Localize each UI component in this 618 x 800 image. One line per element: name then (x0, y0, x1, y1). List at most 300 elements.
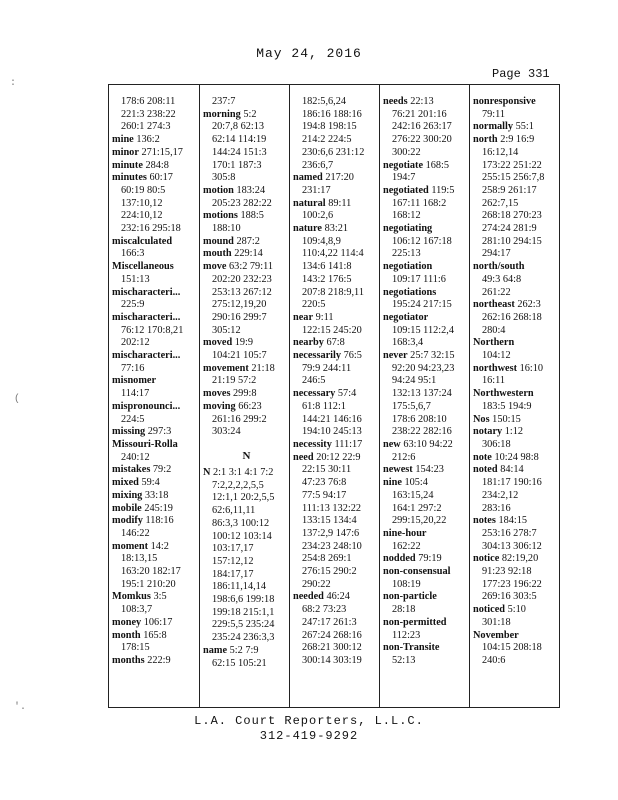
index-entry-continuation (383, 541, 470, 554)
index-entry (203, 388, 290, 401)
index-term: moving (203, 400, 236, 412)
page-line-refs: 235:24 236:3,3 (212, 632, 275, 644)
index-term: mischaracteri... (112, 350, 181, 362)
index-term: mobile (112, 502, 142, 514)
index-entry-continuation (203, 121, 290, 134)
index-term: moves (203, 388, 231, 400)
page-line-refs: 55:1 (515, 121, 534, 133)
index-entry-continuation (473, 147, 559, 160)
page-line-refs: 202:12 (121, 337, 150, 349)
page-line-refs: 280:4 (482, 324, 506, 336)
index-entry-continuation (293, 363, 380, 376)
page-line-refs: 297:3 (147, 426, 172, 438)
index-entry (383, 642, 470, 655)
page-line-refs: 82:19,20 (501, 553, 539, 565)
index-entry (383, 160, 470, 173)
page-line-refs: 14:2 (150, 540, 169, 552)
index-entry-continuation (112, 198, 199, 211)
page-line-refs: 21:18 (251, 362, 275, 374)
page-line-refs: 52:13 (392, 654, 416, 666)
page-line-refs: 47:23 76:8 (302, 477, 347, 489)
page-line-refs: 157:12,12 (212, 555, 254, 567)
page-line-refs: 5:10 (507, 604, 526, 616)
index-entry (293, 350, 380, 363)
page-line-refs: 22:15 30:11 (302, 464, 352, 476)
index-entry-continuation (383, 337, 470, 350)
page-line-refs: 221:3 238:22 (121, 108, 176, 120)
index-entry (293, 172, 380, 185)
index-entry-continuation (203, 147, 290, 160)
index-entry (473, 452, 559, 465)
index-entry-continuation (473, 274, 559, 287)
page-line-refs: 214:2 224:5 (302, 134, 352, 146)
page-line-refs: 261:22 (482, 286, 511, 298)
index-entry-continuation (203, 531, 290, 544)
page-line-refs: 119:5 (431, 184, 455, 196)
page-line-refs: 66:23 (238, 400, 262, 412)
page-line-refs: 110:4,22 114:4 (302, 248, 364, 260)
page-line-refs: 194:8 198:15 (302, 121, 357, 133)
page-line-refs: 229:14 (234, 248, 263, 260)
page-line-refs: 94:24 95:1 (392, 375, 437, 387)
index-entry (473, 299, 559, 312)
page-line-refs: 240:6 (482, 654, 506, 666)
page-line-refs: 304:13 306:12 (482, 540, 542, 552)
page-line-refs: 188:5 (240, 210, 264, 222)
index-term: nonresponsive (473, 96, 536, 107)
page-line-refs: 136:2 (136, 134, 160, 146)
page-line-refs: 255:15 256:7,8 (482, 172, 545, 184)
index-entry-continuation (112, 210, 199, 223)
index-term: negotiating (383, 223, 433, 235)
page-line-refs: 150:15 (492, 413, 521, 425)
index-entry-continuation (203, 172, 290, 185)
index-entry-continuation (293, 401, 380, 414)
index-entry-continuation (203, 569, 290, 582)
index-entry (112, 439, 199, 452)
page-line-refs: 111:13 132:22 (302, 502, 362, 514)
index-entry-continuation (203, 607, 290, 620)
page-line-refs: 237:7 (212, 96, 236, 107)
page-line-refs: 168:3,4 (392, 337, 424, 349)
index-entry-continuation (473, 185, 559, 198)
page-line-refs: 299:15,20,22 (392, 515, 447, 527)
index-entry (383, 223, 470, 236)
page-line-refs: 76:12 170:8,21 (121, 324, 184, 336)
page-date: May 24, 2016 (256, 46, 362, 61)
index-entry (112, 261, 199, 274)
index-entry-continuation (293, 630, 380, 643)
index-entry (293, 591, 380, 604)
index-entry-continuation (383, 375, 470, 388)
page-line-refs: 144:24 151:3 (212, 146, 267, 158)
index-entry (473, 121, 559, 134)
page-line-refs: 224:10,12 (121, 210, 163, 222)
index-entry-continuation (112, 121, 199, 134)
page-line-refs: 178:6 208:10 (392, 413, 447, 425)
index-entry-continuation (383, 363, 470, 376)
index-entry-continuation (112, 566, 199, 579)
index-entry-continuation (293, 503, 380, 516)
index-entry-continuation (293, 325, 380, 338)
page-line-refs: 188:10 (212, 223, 241, 235)
footer-phone: 312-419-9292 (259, 729, 359, 743)
page-line-refs: 134:6 141:8 (302, 261, 352, 273)
index-entry-continuation (473, 439, 559, 452)
index-entry (112, 134, 199, 147)
index-entry-continuation (112, 414, 199, 427)
index-entry-continuation (203, 287, 290, 300)
page-line-refs: 92:20 94:23,23 (392, 362, 455, 374)
page-line-refs: 183:24 (236, 184, 266, 196)
index-entry (473, 426, 559, 439)
page-line-refs: 236:6,7 (302, 159, 334, 171)
index-column-2 (199, 85, 290, 707)
page-line-refs: 108:3,7 (121, 604, 153, 616)
page-line-refs: 16:10 (519, 362, 544, 374)
page-line-refs: 178:6 208:11 (121, 96, 176, 107)
page-line-refs: 111:17 (334, 438, 363, 450)
index-term: mispronounci... (112, 400, 181, 412)
page-line-refs: 217:20 (325, 172, 354, 184)
page-footer (0, 714, 618, 744)
index-entry (112, 490, 199, 503)
page-line-refs: 16:12,14 (482, 146, 519, 158)
index-term: nine (383, 477, 402, 489)
index-entry (203, 210, 290, 223)
page-line-refs: 194:10 245:13 (302, 426, 362, 438)
page-line-refs: 62:6,11,11 (212, 505, 256, 517)
page-line-refs: 79:11 (482, 108, 506, 120)
page-line-refs: 300:14 303:19 (302, 654, 362, 666)
page-line-refs: 91:23 92:18 (482, 566, 532, 578)
index-term: notary (473, 426, 503, 438)
page-line-refs: 114:17 (121, 388, 150, 400)
index-term: minutes (112, 172, 147, 184)
page-line-refs: 133:15 134:4 (302, 515, 357, 527)
index-entry-continuation (383, 236, 470, 249)
index-entry-continuation (293, 109, 380, 122)
page-line-refs: 299:8 (233, 388, 257, 400)
page-line-refs: 231:17 (302, 184, 331, 196)
index-term: note (473, 451, 492, 463)
index-term: non-particle (383, 591, 437, 603)
page-line-refs: 106:17 (143, 616, 173, 628)
index-entry (293, 452, 380, 465)
index-entry-continuation (293, 464, 380, 477)
index-entry-continuation (112, 528, 199, 541)
index-entry (293, 439, 380, 452)
page-line-refs: 182:5,6,24 (302, 96, 347, 107)
index-entry (293, 388, 380, 401)
index-term: money (112, 616, 142, 628)
index-entry (473, 96, 559, 109)
index-entry (383, 591, 470, 604)
page-line-refs: 305:12 (212, 324, 241, 336)
index-term: N (203, 466, 211, 478)
index-entry-continuation (383, 515, 470, 528)
index-term: north (473, 134, 498, 146)
page-line-refs: 212:6 (392, 451, 416, 463)
page-line-refs: 234:2,12 (482, 489, 519, 501)
index-entry-continuation (203, 325, 290, 338)
page-line-refs: 100:2,6 (302, 210, 334, 222)
index-entry-continuation (383, 134, 470, 147)
page-line-refs: 267:24 268:16 (302, 629, 362, 641)
index-term: notice (473, 553, 500, 565)
page-line-refs: 166:3 (121, 248, 145, 260)
index-term: November (473, 629, 519, 641)
page-line-refs: 290:16 299:7 (212, 311, 267, 323)
index-entry-continuation (293, 210, 380, 223)
page-line-refs: 254:8 269:1 (302, 553, 352, 565)
index-entry (293, 198, 380, 211)
index-term: name (203, 644, 228, 656)
index-term: move (203, 261, 227, 273)
index-entry (112, 172, 199, 185)
index-entry (473, 261, 559, 274)
page-line-refs: 108:19 (392, 578, 421, 590)
page-line-refs: 262:3 (517, 299, 541, 311)
index-entry-continuation (203, 375, 290, 388)
index-entry-continuation (293, 515, 380, 528)
page-line-refs: 253:13 267:12 (212, 286, 272, 298)
page-line-refs: 253:16 278:7 (482, 527, 537, 539)
index-entry (112, 236, 199, 249)
index-entry (112, 655, 199, 668)
index-entry (112, 147, 199, 160)
index-entry (112, 312, 199, 325)
index-entry-continuation (203, 556, 290, 569)
index-term: negotiator (383, 311, 429, 323)
index-term: Miscellaneous (112, 261, 174, 273)
page-line-refs: 79:2 (152, 464, 172, 476)
index-term: noticed (473, 604, 506, 616)
index-entry-continuation (112, 553, 199, 566)
index-entry (473, 464, 559, 477)
binding-mark: ( (14, 394, 21, 405)
index-entry-continuation (293, 96, 380, 109)
index-entry-continuation (473, 172, 559, 185)
index-term: Northwestern (473, 388, 534, 400)
index-entry-continuation (473, 503, 559, 516)
page-line-refs: 268:18 270:23 (482, 210, 542, 222)
index-term: negotiations (383, 286, 437, 298)
page-line-refs: 60:17 (149, 172, 173, 184)
index-entry-continuation (203, 426, 290, 439)
page-line-refs: 137:2,9 147:6 (302, 527, 360, 539)
index-entry-continuation (293, 490, 380, 503)
index-entry-continuation (112, 96, 199, 109)
page-line-refs: 154:23 (415, 464, 444, 476)
index-entry-continuation (293, 274, 380, 287)
index-entry-continuation (383, 388, 470, 401)
index-entry (383, 553, 470, 566)
index-entry-continuation (203, 198, 290, 211)
index-term: motions (203, 210, 238, 222)
index-table (108, 84, 560, 708)
page-line-refs: 269:16 303:5 (482, 591, 537, 603)
page-line-refs: 7:2,2,2,2,5,5 (212, 479, 264, 491)
index-term: modify (112, 515, 143, 527)
index-entry (383, 566, 470, 579)
index-entry (383, 185, 470, 198)
index-entry-continuation (293, 375, 380, 388)
index-entry-continuation (473, 312, 559, 325)
page-line-refs: 186:16 188:16 (302, 108, 362, 120)
index-entry (383, 261, 470, 274)
index-entry-continuation (383, 426, 470, 439)
page-line-refs: 262:16 268:18 (482, 311, 542, 323)
index-entry (112, 464, 199, 477)
index-entry-continuation (473, 617, 559, 630)
index-entry-continuation (293, 553, 380, 566)
index-entry-continuation (383, 248, 470, 261)
index-term: named (293, 172, 323, 184)
index-term: normally (473, 121, 514, 133)
page-line-refs: 246:5 (302, 375, 326, 387)
index-entry (203, 109, 290, 122)
page-line-refs: 247:17 261:3 (302, 616, 357, 628)
page-line-refs: 178:15 (121, 642, 150, 654)
index-entry-continuation (112, 325, 199, 338)
index-entry-continuation (293, 261, 380, 274)
index-entry-continuation (383, 604, 470, 617)
page-line-refs: 168:5 (425, 159, 450, 171)
index-entry-continuation (473, 198, 559, 211)
page-line-refs: 202:20 232:23 (212, 273, 272, 285)
page-line-refs: 22:13 (410, 96, 434, 107)
page-line-refs: 275:12,19,20 (212, 299, 267, 311)
index-entry-continuation (473, 375, 559, 388)
page-line-refs: 207:8 218:9,11 (302, 286, 364, 298)
index-term: needed (293, 591, 324, 603)
index-entry-continuation (473, 325, 559, 338)
index-entry-continuation (473, 109, 559, 122)
page-line-refs: 49:3 64:8 (482, 273, 522, 285)
index-entry (473, 337, 559, 350)
index-entry-continuation (293, 121, 380, 134)
index-entry-continuation (293, 579, 380, 592)
index-entry (112, 160, 199, 173)
index-term: mischaracteri... (112, 311, 181, 323)
index-term: new (383, 438, 401, 450)
page-line-refs: 104:12 (482, 350, 511, 362)
page-line-refs: 19:9 (234, 337, 254, 349)
index-entry-continuation (383, 325, 470, 338)
index-entry-continuation (203, 223, 290, 236)
page-line-refs: 167:11 168:2 (392, 197, 447, 209)
page-line-refs: 276:15 290:2 (302, 566, 357, 578)
index-term: necessity (293, 438, 332, 450)
index-entry-continuation (203, 594, 290, 607)
index-term: mixing (112, 489, 143, 501)
page-line-refs: 301:18 (482, 616, 511, 628)
index-entry (383, 287, 470, 300)
index-entry (203, 261, 290, 274)
index-entry-continuation (383, 414, 470, 427)
index-entry (112, 350, 199, 363)
index-term: mischaracteri... (112, 286, 181, 298)
index-entry-continuation (203, 658, 290, 671)
page-line-refs: 245:19 (144, 502, 173, 514)
index-term: need (293, 451, 314, 463)
page-line-refs: 104:15 208:18 (482, 642, 542, 654)
page-line-refs: 281:10 294:15 (482, 235, 542, 247)
page-line-refs: 3:5 (153, 591, 167, 603)
index-term: Momkus (112, 591, 151, 603)
index-entry-continuation (203, 492, 290, 505)
page-line-refs: 89:11 (328, 197, 352, 209)
index-term: necessarily (293, 350, 342, 362)
index-entry (383, 312, 470, 325)
index-entry-continuation (112, 185, 199, 198)
page-line-refs: 260:1 274:3 (121, 121, 171, 133)
page-line-refs: 186:11,14,14 (212, 581, 266, 593)
index-term: north/south (473, 261, 525, 273)
index-entry (473, 515, 559, 528)
index-term: noted (473, 464, 498, 476)
page-line-refs: 109:15 112:2,4 (392, 324, 454, 336)
index-entry (112, 503, 199, 516)
page-line-refs: 76:5 (343, 350, 362, 362)
section-letter-heading: N (242, 449, 251, 462)
page-line-refs: 287:2 (236, 235, 260, 247)
page-line-refs: 222:9 (147, 654, 171, 666)
index-term: negotiated (383, 184, 429, 196)
page-line-refs: 118:16 (145, 515, 174, 527)
index-term: mistakes (112, 464, 151, 476)
page-line-refs: 76:21 201:16 (392, 108, 447, 120)
page-line-refs: 5:2 7:9 (229, 644, 259, 656)
page-line-refs: 105:4 (404, 477, 428, 489)
page-line-refs: 63:2 79:11 (229, 261, 273, 273)
index-entry-continuation (203, 543, 290, 556)
index-entry-continuation (203, 414, 290, 427)
index-term: necessary (293, 388, 336, 400)
page-line-refs: 67:8 (326, 337, 345, 349)
page-line-refs: 1:12 (504, 426, 524, 438)
page-line-refs: 16:11 (482, 375, 506, 387)
page-line-refs: 143:2 176:5 (302, 273, 352, 285)
index-entry-continuation (203, 160, 290, 173)
page-line-refs: 59:4 (141, 477, 160, 489)
page-line-refs: 63:10 94:22 (403, 438, 453, 450)
index-entry (383, 528, 470, 541)
index-entry-continuation (293, 414, 380, 427)
binding-mark: : (10, 78, 17, 89)
page-line-refs: 262:7,15 (482, 197, 519, 209)
index-entry (112, 617, 199, 630)
page-line-refs: 274:24 281:9 (482, 223, 537, 235)
index-term: non-consensual (383, 566, 451, 578)
index-entry (112, 287, 199, 300)
index-term: motion (203, 184, 234, 196)
index-entry-continuation (473, 223, 559, 236)
index-term: near (293, 311, 314, 323)
index-entry-continuation (203, 312, 290, 325)
index-entry (293, 223, 380, 236)
index-entry (473, 604, 559, 617)
index-entry-continuation (293, 604, 380, 617)
page-line-refs: 137:10,12 (121, 197, 163, 209)
index-term: morning (203, 108, 241, 120)
index-term: never (383, 350, 408, 362)
index-entry-continuation (112, 642, 199, 655)
page-line-refs: 271:15,17 (141, 146, 183, 158)
page-line-refs: 62:15 105:21 (212, 657, 267, 669)
page-line-refs: 12:1,1 20:2,5,5 (212, 492, 275, 504)
